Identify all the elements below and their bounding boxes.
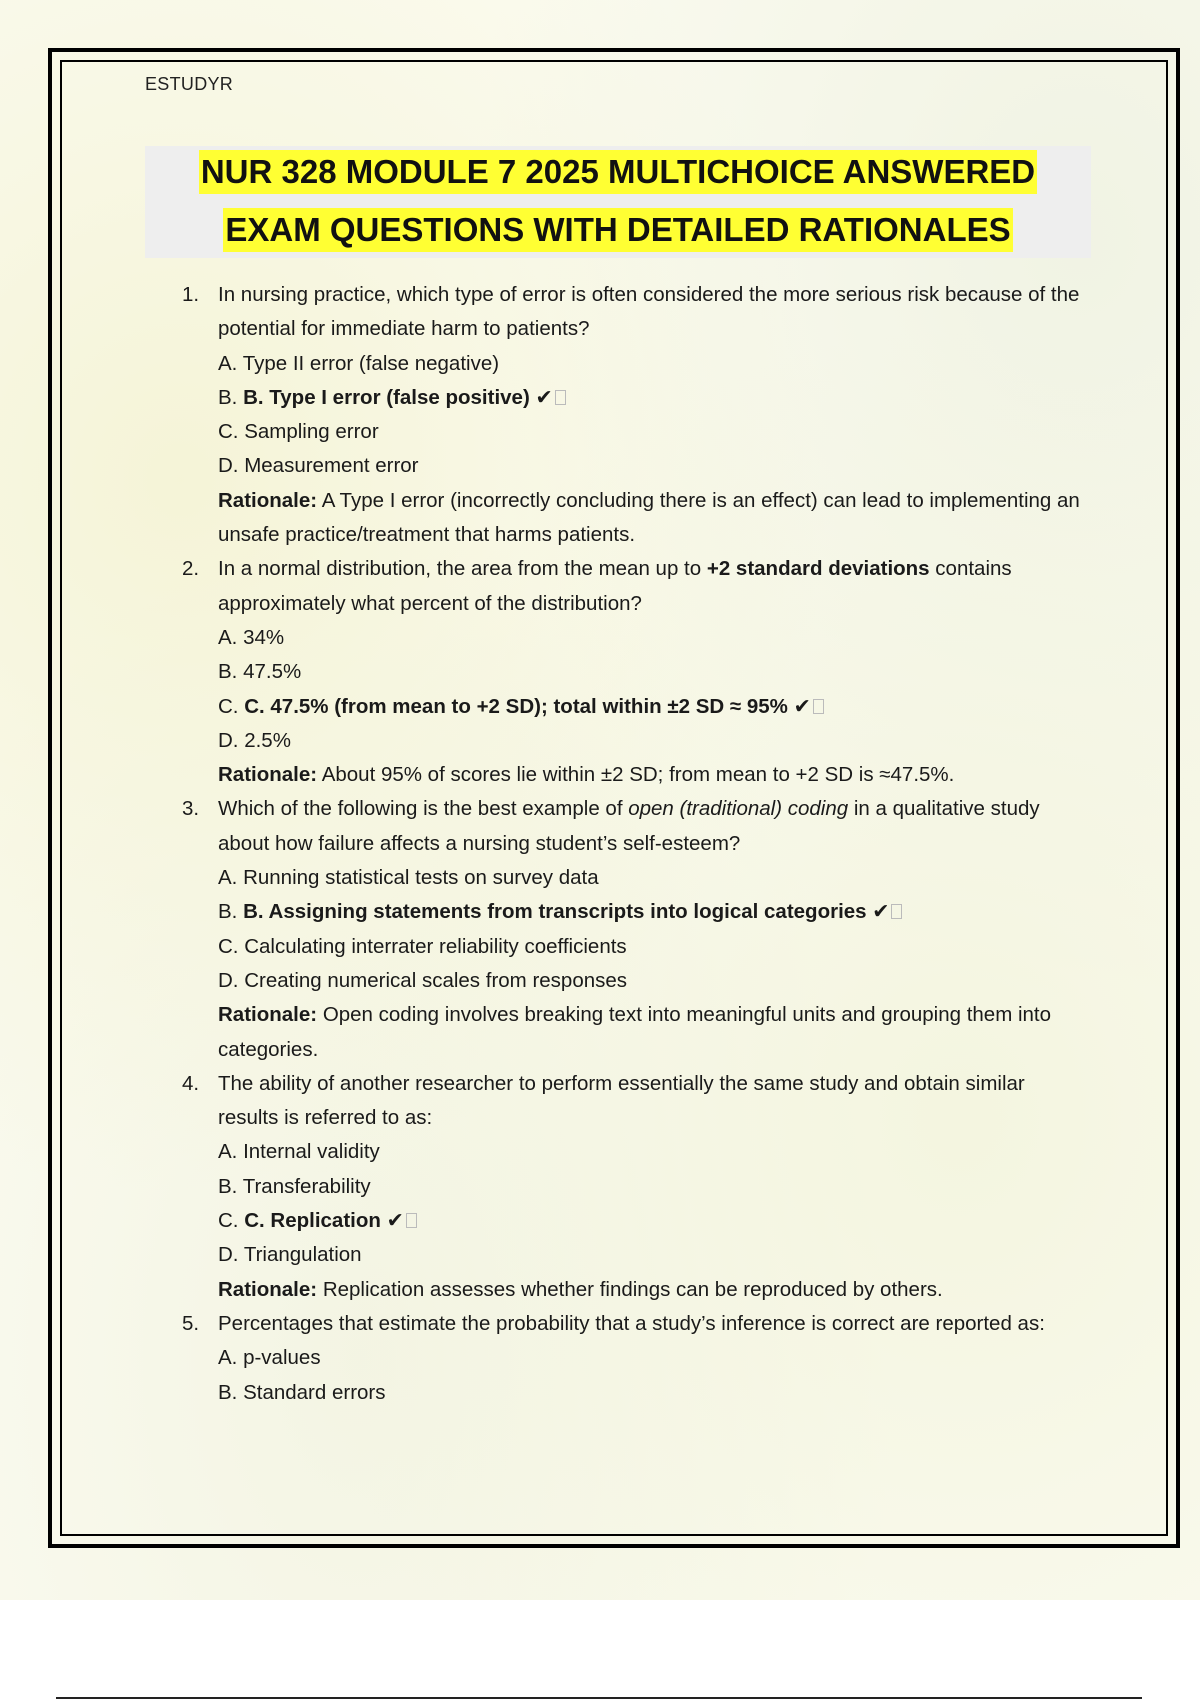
option-a: A. Type II error (false negative) xyxy=(218,351,500,375)
question-2 xyxy=(178,552,1088,792)
option-b: B. 47.5% xyxy=(218,660,302,684)
question-number: 2. xyxy=(182,557,200,581)
option-d: D. 2.5% xyxy=(218,728,291,752)
check-icon: ✔ xyxy=(535,385,553,409)
question-number: 5. xyxy=(182,1311,200,1335)
question-stem: The ability of another researcher to perform essentially the same study and obtain similar results is referred to as: xyxy=(218,1071,1025,1130)
check-icon: ✔ xyxy=(872,900,890,924)
option-a: A. p-values xyxy=(218,1346,321,1370)
option-b: B. Transferability xyxy=(218,1174,371,1198)
option-d: D. Triangulation xyxy=(218,1243,362,1267)
rationale: Rationale: About 95% of scores lie within ±2 SD; from mean to +2 SD is ≈47.5%. xyxy=(218,763,955,787)
title-line-2: EXAM QUESTIONS WITH DETAILED RATIONALES xyxy=(223,208,1012,252)
option-c-correct: C. C. Replication ✔ xyxy=(218,1204,1088,1238)
rationale: Rationale: A Type I error (incorrectly concluding there is an effect) can lead to implementing an unsafe practice/treatment that harms patients. xyxy=(218,488,1080,547)
option-a: A. Running statistical tests on survey data xyxy=(218,866,599,890)
question-number: 1. xyxy=(182,283,200,306)
empty-box-icon xyxy=(891,904,902,919)
option-c-correct: C. C. 47.5% (from mean to +2 SD); total within ±2 SD ≈ 95% ✔ xyxy=(218,690,1088,724)
empty-box-icon xyxy=(406,1213,417,1228)
rationale: Rationale: Open coding involves breaking text into meaningful units and grouping them into categories. xyxy=(218,1003,1052,1061)
question-3 xyxy=(178,792,1088,1066)
check-icon: ✔ xyxy=(386,1209,404,1233)
empty-box-icon xyxy=(813,699,824,714)
footer-divider xyxy=(56,1697,1142,1699)
option-b-correct: B. B. Assigning statements from transcripts into logical categories ✔ xyxy=(218,895,1088,929)
question-stem: Percentages that estimate the probability that a study’s inference is correct are reported as: xyxy=(218,1311,1045,1335)
empty-box-icon xyxy=(555,390,566,405)
option-c: C. Calculating interrater reliability coefficients xyxy=(218,934,627,958)
question-stem: In nursing practice, which type of error is often considered the more serious risk because of the potential for immediate harm to patients? xyxy=(218,283,1080,341)
question-4 xyxy=(178,1067,1088,1307)
option-a: A. 34% xyxy=(218,625,285,649)
option-c: C. Sampling error xyxy=(218,420,379,444)
option-b: B. Standard errors xyxy=(218,1380,386,1404)
question-number: 4. xyxy=(182,1071,200,1095)
question-stem: Which of the following is the best example of open (traditional) coding in a qualitative study about how failure affects a nursing student’s self-esteem? xyxy=(218,797,1040,855)
rationale: Rationale: Replication assesses whether findings can be reproduced by others. xyxy=(218,1277,943,1301)
option-a: A. Internal validity xyxy=(218,1140,380,1164)
option-b-correct: B. B. Type I error (false positive) ✔ xyxy=(218,381,1088,415)
question-stem: In a normal distribution, the area from the mean up to +2 standard deviations contains approximately what percent of the distribution? xyxy=(218,557,1012,615)
check-icon: ✔ xyxy=(793,694,811,718)
brand-label: ESTUDYR xyxy=(145,74,234,94)
option-d: D. Creating numerical scales from responses xyxy=(218,968,628,992)
option-d: D. Measurement error xyxy=(218,454,419,478)
document-title xyxy=(145,146,1091,258)
title-line-1: NUR 328 MODULE 7 2025 MULTICHOICE ANSWERED xyxy=(199,150,1037,194)
question-list xyxy=(178,278,1088,1410)
question-number: 3. xyxy=(182,797,200,821)
question-1 xyxy=(178,278,1088,552)
question-5 xyxy=(178,1307,1088,1410)
